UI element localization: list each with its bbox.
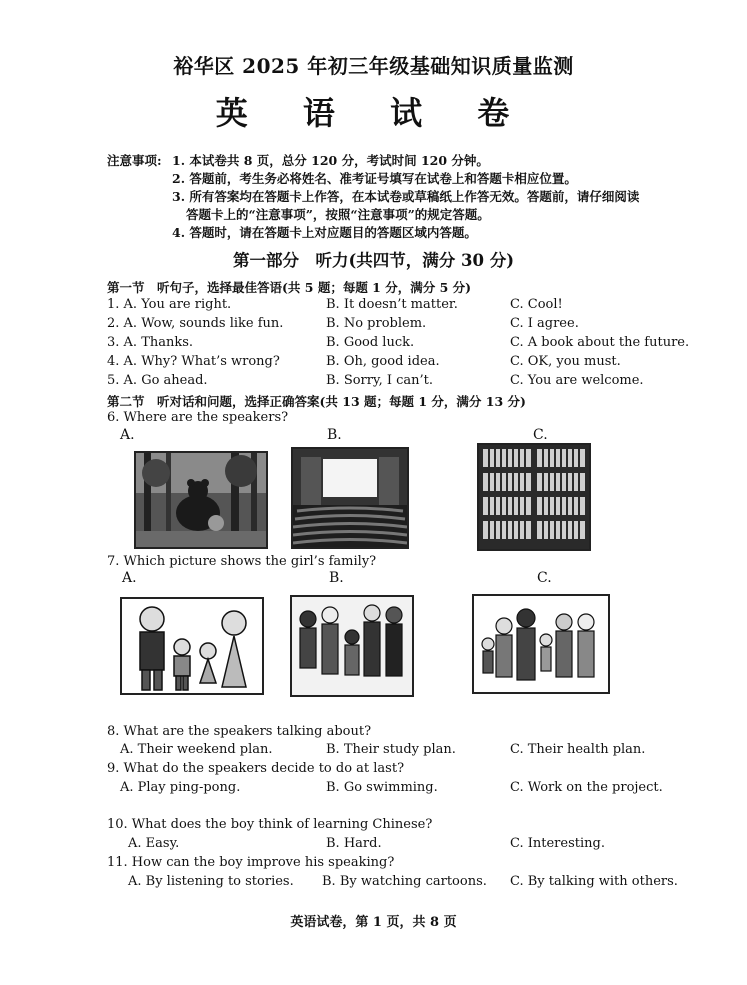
q5-option-a: 5. A. Go ahead. <box>107 373 208 388</box>
q10-option-b: B. Hard. <box>326 836 382 851</box>
q2-option-b: B. No problem. <box>326 316 427 331</box>
q7-label-b: B. <box>329 570 344 586</box>
q6-picture-library <box>477 443 591 551</box>
family-a-drawing <box>122 599 262 693</box>
section2-title: 第二节 听对话和问题，选择正确答案(共 13 题；每题 1 分，满分 13 分) <box>107 394 526 409</box>
notice-item-3-cont: 答题卡上的“注意事项”，按照“注意事项”的规定答题。 <box>186 207 490 222</box>
q8-option-b: B. Their study plan. <box>326 742 456 757</box>
q7-picture-family-c <box>472 594 610 694</box>
q8-text: 8. What are the speakers talking about? <box>107 724 372 739</box>
q7-picture-family-a <box>120 597 264 695</box>
q8-option-a: A. Their weekend plan. <box>120 742 273 757</box>
q7-label-c: C. <box>537 570 552 586</box>
notice-item-1: 1. 本试卷共 8 页，总分 120 分，考试时间 120 分钟。 <box>172 153 489 168</box>
q11-text: 11. How can the boy improve his speaking? <box>107 855 395 870</box>
q11-option-a: A. By listening to stories. <box>128 874 294 889</box>
part1-title: 第一部分 听力(共四节，满分 30 分) <box>232 251 515 270</box>
q1-option-b: B. It doesn’t matter. <box>326 297 458 312</box>
q4-option-b: B. Oh, good idea. <box>326 354 440 369</box>
q4-option-a: 4. A. Why? What’s wrong? <box>107 354 280 369</box>
notice-item-2: 2. 答题前，考生务必将姓名、准考证号填写在试卷上和答题卡相应位置。 <box>172 171 577 186</box>
q10-text: 10. What does the boy think of learning Chinese? <box>107 817 433 832</box>
q11-option-c: C. By talking with others. <box>510 874 678 889</box>
section1-title: 第一节 听句子，选择最佳答语(共 5 题；每题 1 分，满分 5 分) <box>107 280 472 295</box>
q5-option-c: C. You are welcome. <box>510 373 644 388</box>
q8-option-c: C. Their health plan. <box>510 742 646 757</box>
q10-option-a: A. Easy. <box>128 836 180 851</box>
q9-option-a: A. Play ping-pong. <box>120 780 241 795</box>
q3-option-a: 3. A. Thanks. <box>107 335 194 350</box>
q6-picture-cinema <box>291 447 409 549</box>
notice-item-4: 4. 答题时，请在答题卡上对应题目的答题区域内答题。 <box>172 225 477 240</box>
q6-label-a: A. <box>120 427 135 443</box>
q7-picture-family-b <box>290 595 414 697</box>
q11-option-b: B. By watching cartoons. <box>322 874 487 889</box>
q9-option-c: C. Work on the project. <box>510 780 663 795</box>
q1-option-c: C. Cool! <box>510 297 563 312</box>
library-drawing <box>479 445 589 549</box>
q6-picture-forest-bear <box>134 451 268 549</box>
q2-option-a: 2. A. Wow, sounds like fun. <box>107 316 284 331</box>
family-b-drawing <box>292 597 412 695</box>
q1-option-a: 1. A. You are right. <box>107 297 232 312</box>
q6-label-b: B. <box>327 427 342 443</box>
q2-option-c: C. I agree. <box>510 316 579 331</box>
q5-option-b: B. Sorry, I can’t. <box>326 373 434 388</box>
q6-label-c: C. <box>533 427 548 443</box>
forest-bear-drawing <box>136 453 266 547</box>
q9-option-b: B. Go swimming. <box>326 780 438 795</box>
q7-label-a: A. <box>122 570 137 586</box>
family-c-drawing <box>474 596 608 692</box>
q9-text: 9. What do the speakers decide to do at last? <box>107 761 405 776</box>
page-footer: 英语试卷，第 1 页，共 8 页 <box>290 915 457 930</box>
q7-text: 7. Which picture shows the girl’s family? <box>107 554 377 569</box>
exam-title: 裕华区 2025 年初三年级基础知识质量监测 <box>173 54 574 78</box>
subject-title: 英 语 试 卷 <box>215 94 532 132</box>
q3-option-c: C. A book about the future. <box>510 335 690 350</box>
q10-option-c: C. Interesting. <box>510 836 605 851</box>
cinema-drawing <box>293 449 407 547</box>
notice-label: 注意事项: <box>107 153 162 168</box>
q3-option-b: B. Good luck. <box>326 335 415 350</box>
q6-text: 6. Where are the speakers? <box>107 410 289 425</box>
notice-item-3: 3. 所有答案均在答题卡上作答，在本试卷或草稿纸上作答无效。答题前，请仔细阅读 <box>172 189 640 204</box>
q4-option-c: C. OK, you must. <box>510 354 621 369</box>
